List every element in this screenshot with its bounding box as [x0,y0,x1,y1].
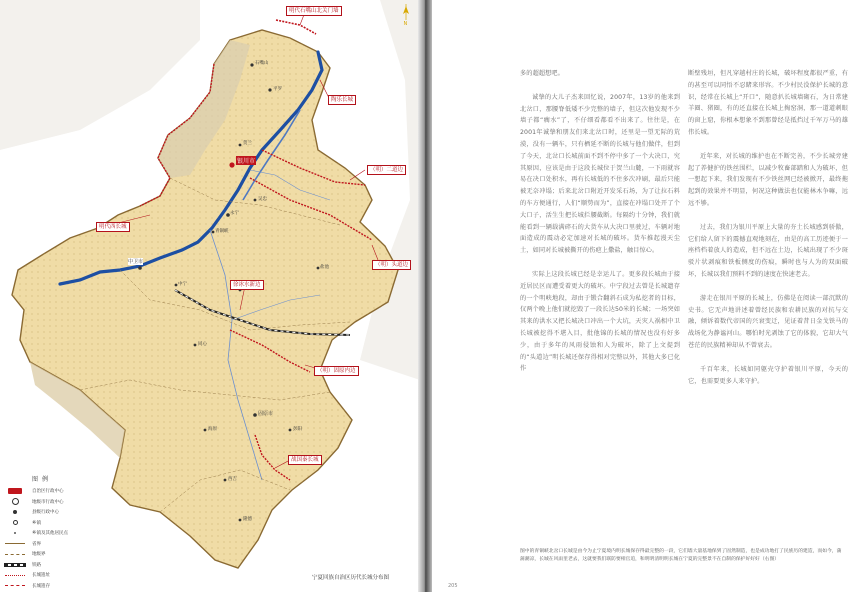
township-marker-icon [2,519,28,526]
wall-label-toudao: （明）头道边 [372,260,411,270]
wall-label-erdao: （明）二道边 [367,165,406,175]
article-column-2 [688,68,848,399]
capital-label: 银川市 [237,158,256,165]
article-column-1 [520,68,680,387]
wall-label-xuzhuang: 徐冰水新边 [230,280,264,290]
legend-item: 乡镇及其他居民点 [2,528,122,539]
article-paragraph: 千百年来，长城如同躯壳守护着银川平原，今天的它，也需要更多人来守护。 [688,365,848,385]
article-paragraph: 游走在银川平原的长城上，仿佛是在阅读一部沉默的史书。它无声地讲述着曾经民族和农耕民族的对抗与交融，倾诉着数代帝国的兴衰变迁，见证着昔日金戈铁马的战场化为静谧河山。哪怕时光剥蚀了它的体貌，它却大气苍茫的民族精神却从不曾衰去。 [688,294,848,349]
wall-label-shihe: 明代石嘴山北关门墙 [286,6,342,16]
town-label: 贺兰 [243,141,252,146]
wall-label-zhanguo: 战国秦长城 [288,455,322,465]
wall-remain-icon [2,582,28,589]
town-label: 隆德 [243,517,252,522]
prefecture-boundary-icon [2,551,28,558]
article-paragraph: 近年来，对长城的维护也在不断完善，不少长城旁建起了养健护的铁丝围栏，以减少牧畜部踏和人为破坏，但一想起下来，我们发现有不少铁丝网已经被掀开，最终拖起到的效果并不明显，何况这种做法也仅能林木争嘛，远远不够。 [688,152,848,207]
town-label: 同心 [198,342,207,347]
legend-item: 自治区行政中心 [2,486,122,497]
article-paragraph: 诚挚的大儿子杰来回忆说，2007年，13岁的他来到北岔口，那腰脊低矮不少完整的墙子，但这次他发现不少墙子都“瘸水”了，不仔细看都看不出来了。往往是，在2001年诚挚和朋友们来北岔口时，还里是一望无际的荒漠，没有一辆车，只有栖延不断的长城与他们做伴，但到了今天，北岔口长城前面不到不停中多了一个大决口，究其原因，应该是由于这段长城位于贺兰山麓，一下雨就容易在决口处积水，再有长城低的不住多次冲刷，最后只能被无奈冲塌；后来北岔口附近开发采石场，为了让拉石料的车方便通行，人们“顺势而为”，直接在冲塌口处开了个大口子，活生生把长城拦腰截断。每隔约十分钟，我们就能看到一辆载满碎石的大货车从大决口里驶过，车辆对地面造成的震动必定加速对长城的破坏。货车推起漫天尘土，如同对长城被撕开的伤疤上撒盐，触目惊心。 [520,93,680,255]
town-label: 固原市 [258,411,274,417]
wall-ruin-icon [2,572,28,579]
legend-item: 铁路 [2,560,122,571]
town-label: 盐池 [320,265,329,270]
wall-label-taole: 陶乐长城 [328,95,356,105]
map-caption: 宁夏回族自治区历代长城分布图 [312,575,390,581]
article-paragraph: 断壁残垣，但凡穿越村庄的长城，破坏程度都很严重，有的甚至可以同悟不忍睹来形容。不少村民没保护长城的意识，经常在长城上“开口”，随意扒长城墙砌石，为日常建羊圈、猪圈，有的还直接在长城上掏窑洞，那一道道刺眼的窗上窟，你根本想象不到那曾经是抵挡过千军万马的雄伟长城。 [688,70,848,136]
map-legend [2,474,122,591]
town-label: 中卫市 [128,259,144,265]
left-page-map [0,0,420,592]
legend-item: 长城遗存 [2,581,122,592]
legend-item: 县级行政中心 [2,507,122,518]
wall-label-mingxi: 明代西长城 [96,222,130,232]
town-label: 吴忠 [258,197,267,202]
book-gutter [418,0,432,592]
right-page-number: 205 [448,583,458,589]
legend-item: 地级市行政中心 [2,497,122,508]
right-page-article [432,0,850,592]
town-label: 石嘴山 [255,61,269,66]
city-marker-icon [2,498,28,505]
town-label: 永宁 [230,211,239,216]
wall-label-guyuan: （明）固原内边 [314,366,359,376]
county-marker-icon [2,509,28,516]
article-paragraph: 实际上这段长城已经是幸运儿了。更多段长城由于接近居民区而遭受着更大的破坏。中宁段过去曾是长城遗存的一个明峡地段，却由于锻合翻斜石成为私挖者的目标，仅两个晚上他们就挖毁了一段长达50米的长城；一场突如其来的洪水又把长城决口冲出一个大坑，天灾人祸相中卫长城被挖得不堪入目，批他锦的长城的情况也没有好多少，由于多年的风雨侵蚀和人为破坏，除了上文提到的“头道边”明长城还保存得相对完整以外，其他大多已化作 [520,270,680,373]
town-label: 彭阳 [293,427,302,432]
legend-item: 地级界 [2,549,122,560]
photo-footnote: 图中的青铜峡北岔口长城是由今为止宁夏境内明长城保存得最完整的一段，它们墙大量基地保到了固然制造，也是成功地打了民族历的建造，而如今，蒲蒲潮凉，长城在风雨里老去，这就要我们联防要相官追，和明明清明明长城在宁夏的完整景不在自制的保护好好好（右图） [520,549,842,562]
railway-icon [2,561,28,568]
town-label: 西吉 [228,477,237,482]
town-label: 青铜峡 [215,229,229,234]
town-label: 海原 [208,427,217,432]
article-paragraph: 多的超超想吧。 [520,70,565,77]
province-boundary-icon [2,540,28,547]
legend-item: 长城遗址 [2,570,122,581]
town-label: 平罗 [273,87,282,92]
village-marker-icon [2,530,28,537]
capital-marker-icon [2,488,28,495]
legend-item: 乡镇 [2,518,122,529]
town-label: 中宁 [178,282,187,287]
legend-item: 省界 [2,539,122,550]
legend-title: 图例 [32,476,53,483]
compass-letter: N [403,21,408,27]
article-paragraph: 过去，我们为银川平原上大量的夯土长城感到骄傲，它们给人留下的震撼直观地刻在，由是的高工历迹便于一座档档着放人的造成，但不远在土边，长城出现了不少斑驳片状剥痕和铁板侧度的伤痕，瞬时也与人为的双面破坏，长城以我们预料不到的速度在快速老去。 [688,223,848,278]
